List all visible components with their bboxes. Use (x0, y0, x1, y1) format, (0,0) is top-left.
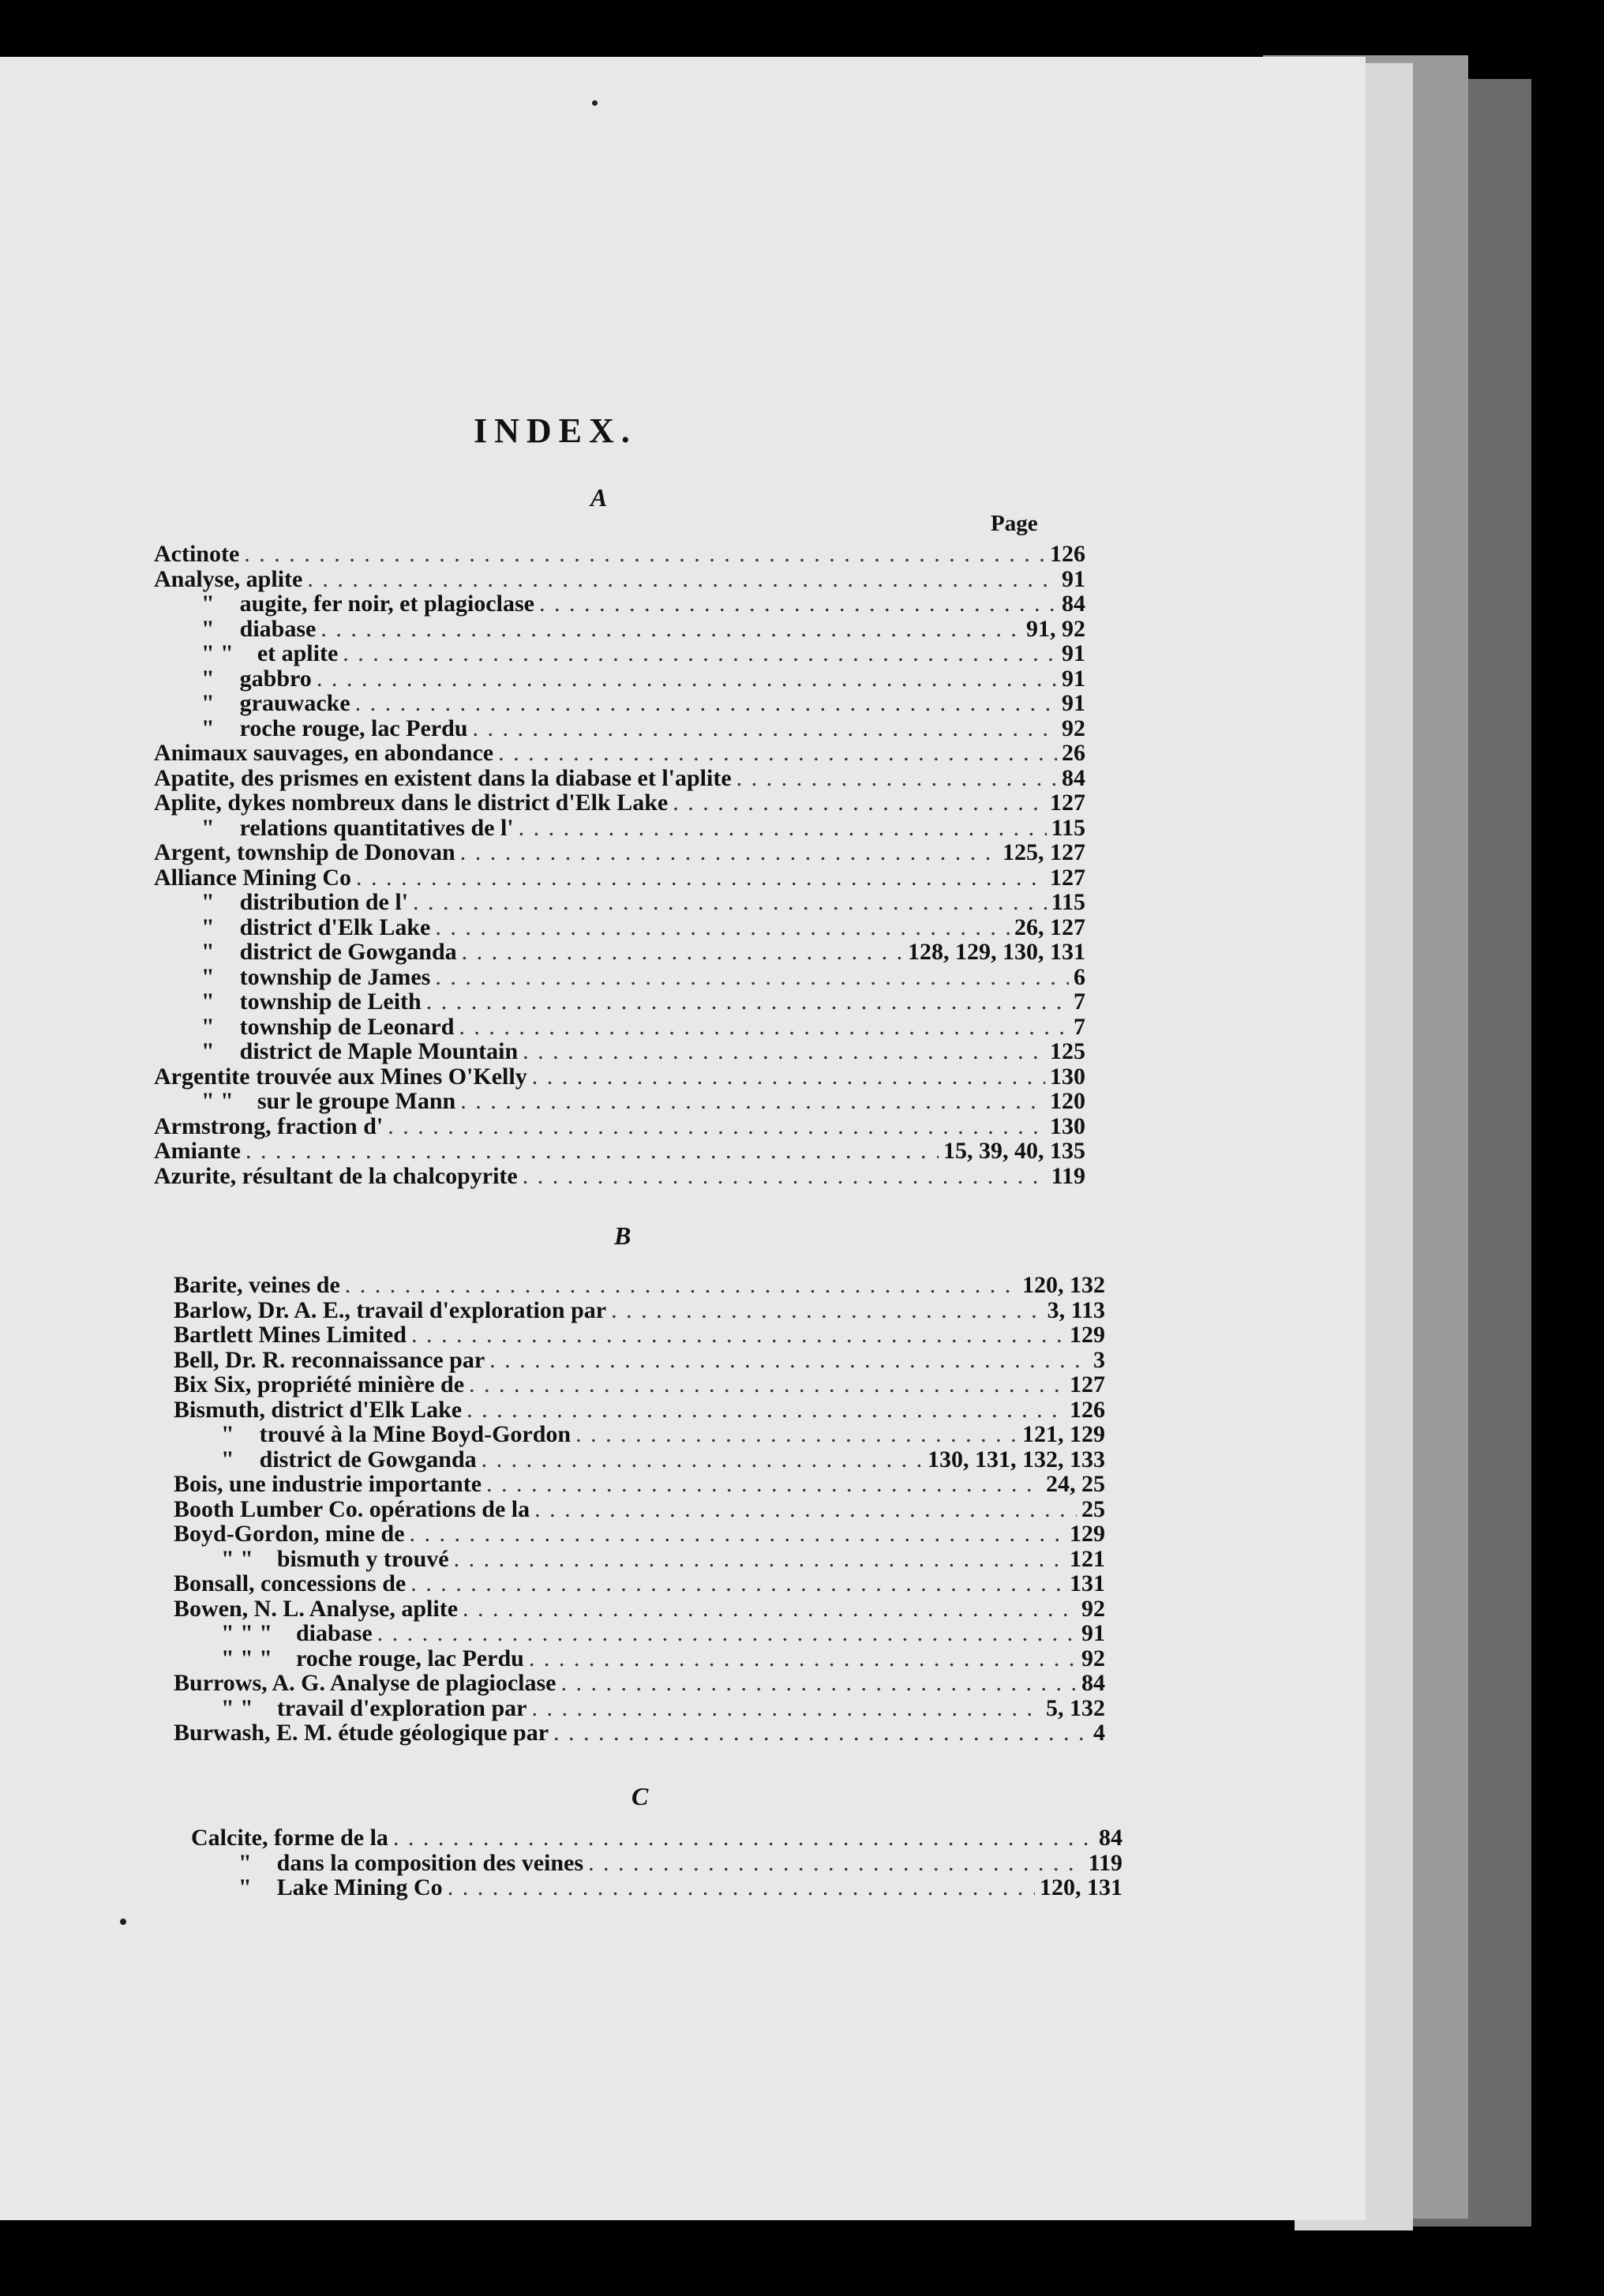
entry-text: Argent, township de Donovan (154, 839, 455, 865)
entry-text: Azurite, résultant de la chalcopyrite (154, 1162, 518, 1189)
index-entry (154, 1114, 1085, 1139)
index-entry (154, 840, 1085, 865)
index-page (0, 57, 1366, 2220)
leader-dots (736, 766, 1057, 791)
entry-pages: 128, 129, 130, 131 (908, 939, 1085, 965)
ditto-mark: " (201, 963, 215, 990)
entry-text: bismuth y trouvé (276, 1545, 449, 1572)
leader-dots (467, 1397, 1065, 1423)
index-entry (154, 666, 1085, 692)
entry-pages: 92 (1062, 715, 1085, 741)
entry-pages: 91 (1081, 1620, 1105, 1646)
entry-text: roche rouge, lac Perdu (239, 715, 468, 741)
leader-dots (523, 1164, 1047, 1189)
entry-text: Animaux sauvages, en abondance (154, 740, 494, 766)
entry-text: Actinote (154, 541, 240, 567)
leader-dots (529, 1646, 1077, 1671)
entry-text: Bois, une industrie importante (174, 1471, 482, 1497)
index-entry (174, 1472, 1105, 1497)
index-entry (154, 940, 1085, 965)
index-entry (154, 617, 1085, 642)
section-a-entries (154, 542, 1085, 1188)
page-title: INDEX. (474, 411, 637, 450)
leader-dots (435, 915, 1010, 940)
index-entry (154, 741, 1085, 766)
leader-dots (553, 1720, 1089, 1746)
entry-pages: 121 (1070, 1545, 1105, 1572)
entry-text: Aplite, dykes nombreux dans le district d'Elk Lake (154, 790, 669, 816)
index-entry (154, 816, 1085, 841)
leader-dots (462, 940, 903, 965)
leader-dots (413, 890, 1047, 915)
leader-dots (411, 1322, 1065, 1348)
entry-text: Booth Lumber Co. opérations de la (174, 1495, 530, 1522)
entry-text: Barlow, Dr. A. E., travail d'exploration par (174, 1296, 607, 1323)
leader-dots (343, 641, 1057, 666)
section-letter-c: C (631, 1782, 649, 1810)
entry-text: trouvé à la Mine Boyd-Gordon (259, 1421, 572, 1447)
entry-pages: 115 (1051, 814, 1085, 841)
leader-dots (345, 1273, 1017, 1298)
entry-pages: 92 (1081, 1645, 1105, 1671)
ditto-mark: " (201, 939, 215, 965)
entry-pages: 91 (1062, 640, 1085, 666)
index-entry (154, 790, 1085, 816)
entry-pages: 91, 92 (1026, 615, 1085, 642)
index-entry (174, 1422, 1105, 1447)
entry-text: relations quantitatives de l' (239, 814, 514, 841)
entry-pages: 91 (1062, 565, 1085, 592)
leader-dots (454, 1547, 1065, 1572)
entry-text: et aplite (257, 640, 339, 666)
entry-pages: 120 (1050, 1088, 1085, 1114)
index-entry (191, 1851, 1122, 1876)
entry-text: district de Gowganda (259, 1446, 477, 1473)
ditto-mark: " (201, 1013, 215, 1040)
ditto-mark: " (201, 690, 215, 716)
index-entry (154, 989, 1085, 1015)
entry-text: Lake Mining Co (276, 1874, 443, 1900)
entry-pages: 92 (1081, 1595, 1105, 1622)
leader-dots (307, 567, 1057, 592)
entry-pages: 120, 131 (1040, 1874, 1122, 1900)
entry-pages: 127 (1050, 790, 1085, 816)
ditto-mark: " (201, 615, 215, 642)
ditto-mark: " " (221, 1545, 253, 1572)
leader-dots (393, 1825, 1094, 1851)
leader-dots (463, 1596, 1077, 1622)
index-entry (174, 1547, 1105, 1572)
leader-dots (460, 1089, 1045, 1114)
entry-text: Bix Six, propriété minière de (174, 1371, 465, 1397)
ditto-mark: " (201, 1038, 215, 1064)
leader-dots (410, 1521, 1065, 1547)
entry-pages: 7 (1074, 989, 1085, 1015)
leader-dots (435, 965, 1069, 990)
entry-pages: 126 (1070, 1396, 1105, 1423)
leader-dots (498, 741, 1057, 766)
entry-pages: 129 (1070, 1322, 1105, 1348)
entry-text: Bartlett Mines Limited (174, 1322, 407, 1348)
entry-pages: 91 (1062, 665, 1085, 692)
entry-text: sur le groupe Mann (257, 1088, 456, 1114)
entry-text: Boyd-Gordon, mine de (174, 1521, 405, 1547)
ditto-mark: " " (201, 1088, 234, 1114)
entry-pages: 130 (1050, 1063, 1085, 1090)
entry-pages: 126 (1050, 541, 1085, 567)
index-entry (154, 716, 1085, 741)
entry-text: district de Maple Mountain (239, 1038, 519, 1064)
leader-dots (519, 816, 1047, 841)
leader-dots (523, 1039, 1045, 1064)
index-entry (154, 766, 1085, 791)
entry-text: gabbro (239, 665, 312, 692)
entry-text: township de Leith (239, 989, 422, 1015)
page-speck (120, 1919, 126, 1925)
entry-pages: 130, 131, 132, 133 (928, 1446, 1105, 1473)
leader-dots (588, 1851, 1084, 1876)
entry-pages: 7 (1074, 1013, 1085, 1040)
ditto-mark: " (201, 989, 215, 1015)
ditto-mark: " " " (221, 1620, 272, 1646)
ditto-mark: " (201, 814, 215, 841)
leader-dots (575, 1422, 1017, 1447)
entry-text: grauwacke (239, 690, 350, 716)
leader-dots (673, 790, 1045, 816)
ditto-mark: " (201, 665, 215, 692)
entry-pages: 84 (1062, 764, 1085, 791)
ditto-mark: " (201, 889, 215, 915)
entry-text: augite, fer noir, et plagioclase (239, 591, 534, 617)
entry-text: township de Leonard (239, 1013, 455, 1040)
entry-text: distribution de l' (239, 889, 409, 915)
leader-dots (320, 617, 1021, 642)
index-entry (174, 1298, 1105, 1323)
entry-text: district de Gowganda (239, 939, 457, 965)
ditto-mark: " (201, 914, 215, 940)
entry-text: Burrows, A. G. Analyse de plagioclase (174, 1670, 557, 1696)
entry-pages: 119 (1051, 1162, 1085, 1189)
entry-text: Bismuth, district d'Elk Lake (174, 1396, 463, 1423)
entry-pages: 6 (1074, 963, 1085, 990)
entry-text: Calcite, forme de la (191, 1825, 388, 1851)
entry-pages: 84 (1099, 1825, 1122, 1851)
leader-dots (460, 840, 998, 865)
index-entry (154, 965, 1085, 990)
leader-dots (377, 1621, 1077, 1646)
index-entry (174, 1497, 1105, 1522)
entry-pages: 125 (1050, 1038, 1085, 1064)
index-entry (174, 1397, 1105, 1423)
index-entry (174, 1273, 1105, 1298)
leader-dots (486, 1472, 1041, 1497)
index-entry (174, 1348, 1105, 1373)
index-entry (174, 1720, 1105, 1746)
entry-text: Barite, veines de (174, 1272, 340, 1298)
entry-pages: 84 (1081, 1670, 1105, 1696)
entry-pages: 131 (1070, 1570, 1105, 1596)
section-c-entries (191, 1825, 1122, 1900)
entry-text: Bell, Dr. R. reconnaissance par (174, 1346, 485, 1373)
leader-dots (531, 1696, 1041, 1721)
ditto-mark: " (221, 1421, 234, 1447)
entry-pages: 5, 132 (1046, 1694, 1105, 1721)
leader-dots (388, 1114, 1045, 1139)
entry-text: travail d'exploration par (276, 1694, 527, 1721)
entry-pages: 3 (1093, 1346, 1105, 1373)
ditto-mark: " (201, 591, 215, 617)
entry-pages: 130 (1050, 1112, 1085, 1139)
ditto-mark: " (201, 715, 215, 741)
index-entry (174, 1596, 1105, 1622)
index-entry (154, 591, 1085, 617)
entry-pages: 125, 127 (1002, 839, 1085, 865)
leader-dots (355, 691, 1057, 716)
leader-dots (244, 542, 1045, 567)
index-entry (154, 641, 1085, 666)
leader-dots (448, 1875, 1035, 1900)
index-entry (174, 1646, 1105, 1671)
entry-text: township de James (239, 963, 431, 990)
ditto-mark: " " (221, 1694, 253, 1721)
entry-text: district d'Elk Lake (239, 914, 431, 940)
entry-text: Alliance Mining Co (154, 864, 352, 891)
leader-dots (356, 865, 1045, 891)
entry-text: diabase (295, 1620, 373, 1646)
index-entry (154, 865, 1085, 891)
leader-dots (532, 1064, 1045, 1090)
index-entry (154, 1164, 1085, 1189)
index-entry (174, 1671, 1105, 1696)
index-entry (174, 1521, 1105, 1547)
index-entry (154, 691, 1085, 716)
entry-text: Bowen, N. L. Analyse, aplite (174, 1595, 459, 1622)
index-entry (191, 1875, 1122, 1900)
entry-pages: 3, 113 (1047, 1296, 1105, 1323)
index-entry (174, 1372, 1105, 1397)
entry-pages: 15, 39, 40, 135 (943, 1138, 1085, 1164)
entry-pages: 91 (1062, 690, 1085, 716)
entry-pages: 119 (1088, 1849, 1122, 1876)
section-letter-a: A (590, 483, 608, 512)
entry-pages: 26 (1062, 740, 1085, 766)
index-entry (154, 1139, 1085, 1164)
leader-dots (482, 1447, 923, 1473)
index-entry (154, 1089, 1085, 1114)
entry-pages: 84 (1062, 591, 1085, 617)
entry-pages: 121, 129 (1022, 1421, 1105, 1447)
section-b-entries (174, 1273, 1105, 1746)
ditto-mark: " (221, 1446, 234, 1473)
leader-dots (469, 1372, 1065, 1397)
entry-pages: 4 (1093, 1720, 1105, 1746)
ditto-mark: " (238, 1849, 252, 1876)
entry-text: diabase (239, 615, 317, 642)
leader-dots (317, 666, 1057, 692)
leader-dots (245, 1139, 939, 1164)
index-entry (154, 915, 1085, 940)
index-entry (154, 1064, 1085, 1090)
leader-dots (534, 1497, 1077, 1522)
leader-dots (539, 591, 1057, 617)
leader-dots (560, 1671, 1077, 1696)
index-entry (174, 1571, 1105, 1596)
index-entry (154, 1039, 1085, 1064)
entry-text: Burwash, E. M. étude géologique par (174, 1720, 549, 1746)
leader-dots (459, 1015, 1069, 1040)
index-entry (174, 1696, 1105, 1721)
ditto-mark: " " " (221, 1645, 272, 1671)
leader-dots (611, 1298, 1043, 1323)
leader-dots (426, 989, 1069, 1015)
ditto-mark: " (238, 1874, 252, 1900)
page-speck (592, 100, 598, 106)
index-entry (174, 1322, 1105, 1348)
entry-pages: 127 (1050, 864, 1085, 891)
entry-pages: 26, 127 (1014, 914, 1085, 940)
entry-pages: 120, 132 (1022, 1272, 1105, 1298)
entry-pages: 115 (1051, 889, 1085, 915)
entry-text: Apatite, des prismes en existent dans la diabase et l'aplite (154, 764, 732, 791)
leader-dots (489, 1348, 1089, 1373)
index-entry (174, 1621, 1105, 1646)
index-entry (174, 1447, 1105, 1473)
entry-text: Armstrong, fraction d' (154, 1112, 384, 1139)
section-letter-b: B (614, 1221, 631, 1250)
entry-pages: 24, 25 (1046, 1471, 1105, 1497)
entry-pages: 127 (1070, 1371, 1105, 1397)
index-entry (154, 542, 1085, 567)
leader-dots (410, 1571, 1065, 1596)
ditto-mark: " " (201, 640, 234, 666)
index-entry (191, 1825, 1122, 1851)
entry-text: Analyse, aplite (154, 565, 303, 592)
entry-text: roche rouge, lac Perdu (295, 1645, 524, 1671)
index-entry (154, 567, 1085, 592)
entry-text: Argentite trouvée aux Mines O'Kelly (154, 1063, 527, 1090)
index-entry (154, 1015, 1085, 1040)
index-entry (154, 890, 1085, 915)
entry-text: Amiante (154, 1138, 241, 1164)
leader-dots (473, 716, 1058, 741)
entry-pages: 129 (1070, 1521, 1105, 1547)
entry-text: dans la composition des veines (276, 1849, 584, 1876)
entry-text: Bonsall, concessions de (174, 1570, 407, 1596)
entry-pages: 25 (1081, 1495, 1105, 1522)
page-column-label: Page (991, 511, 1038, 536)
